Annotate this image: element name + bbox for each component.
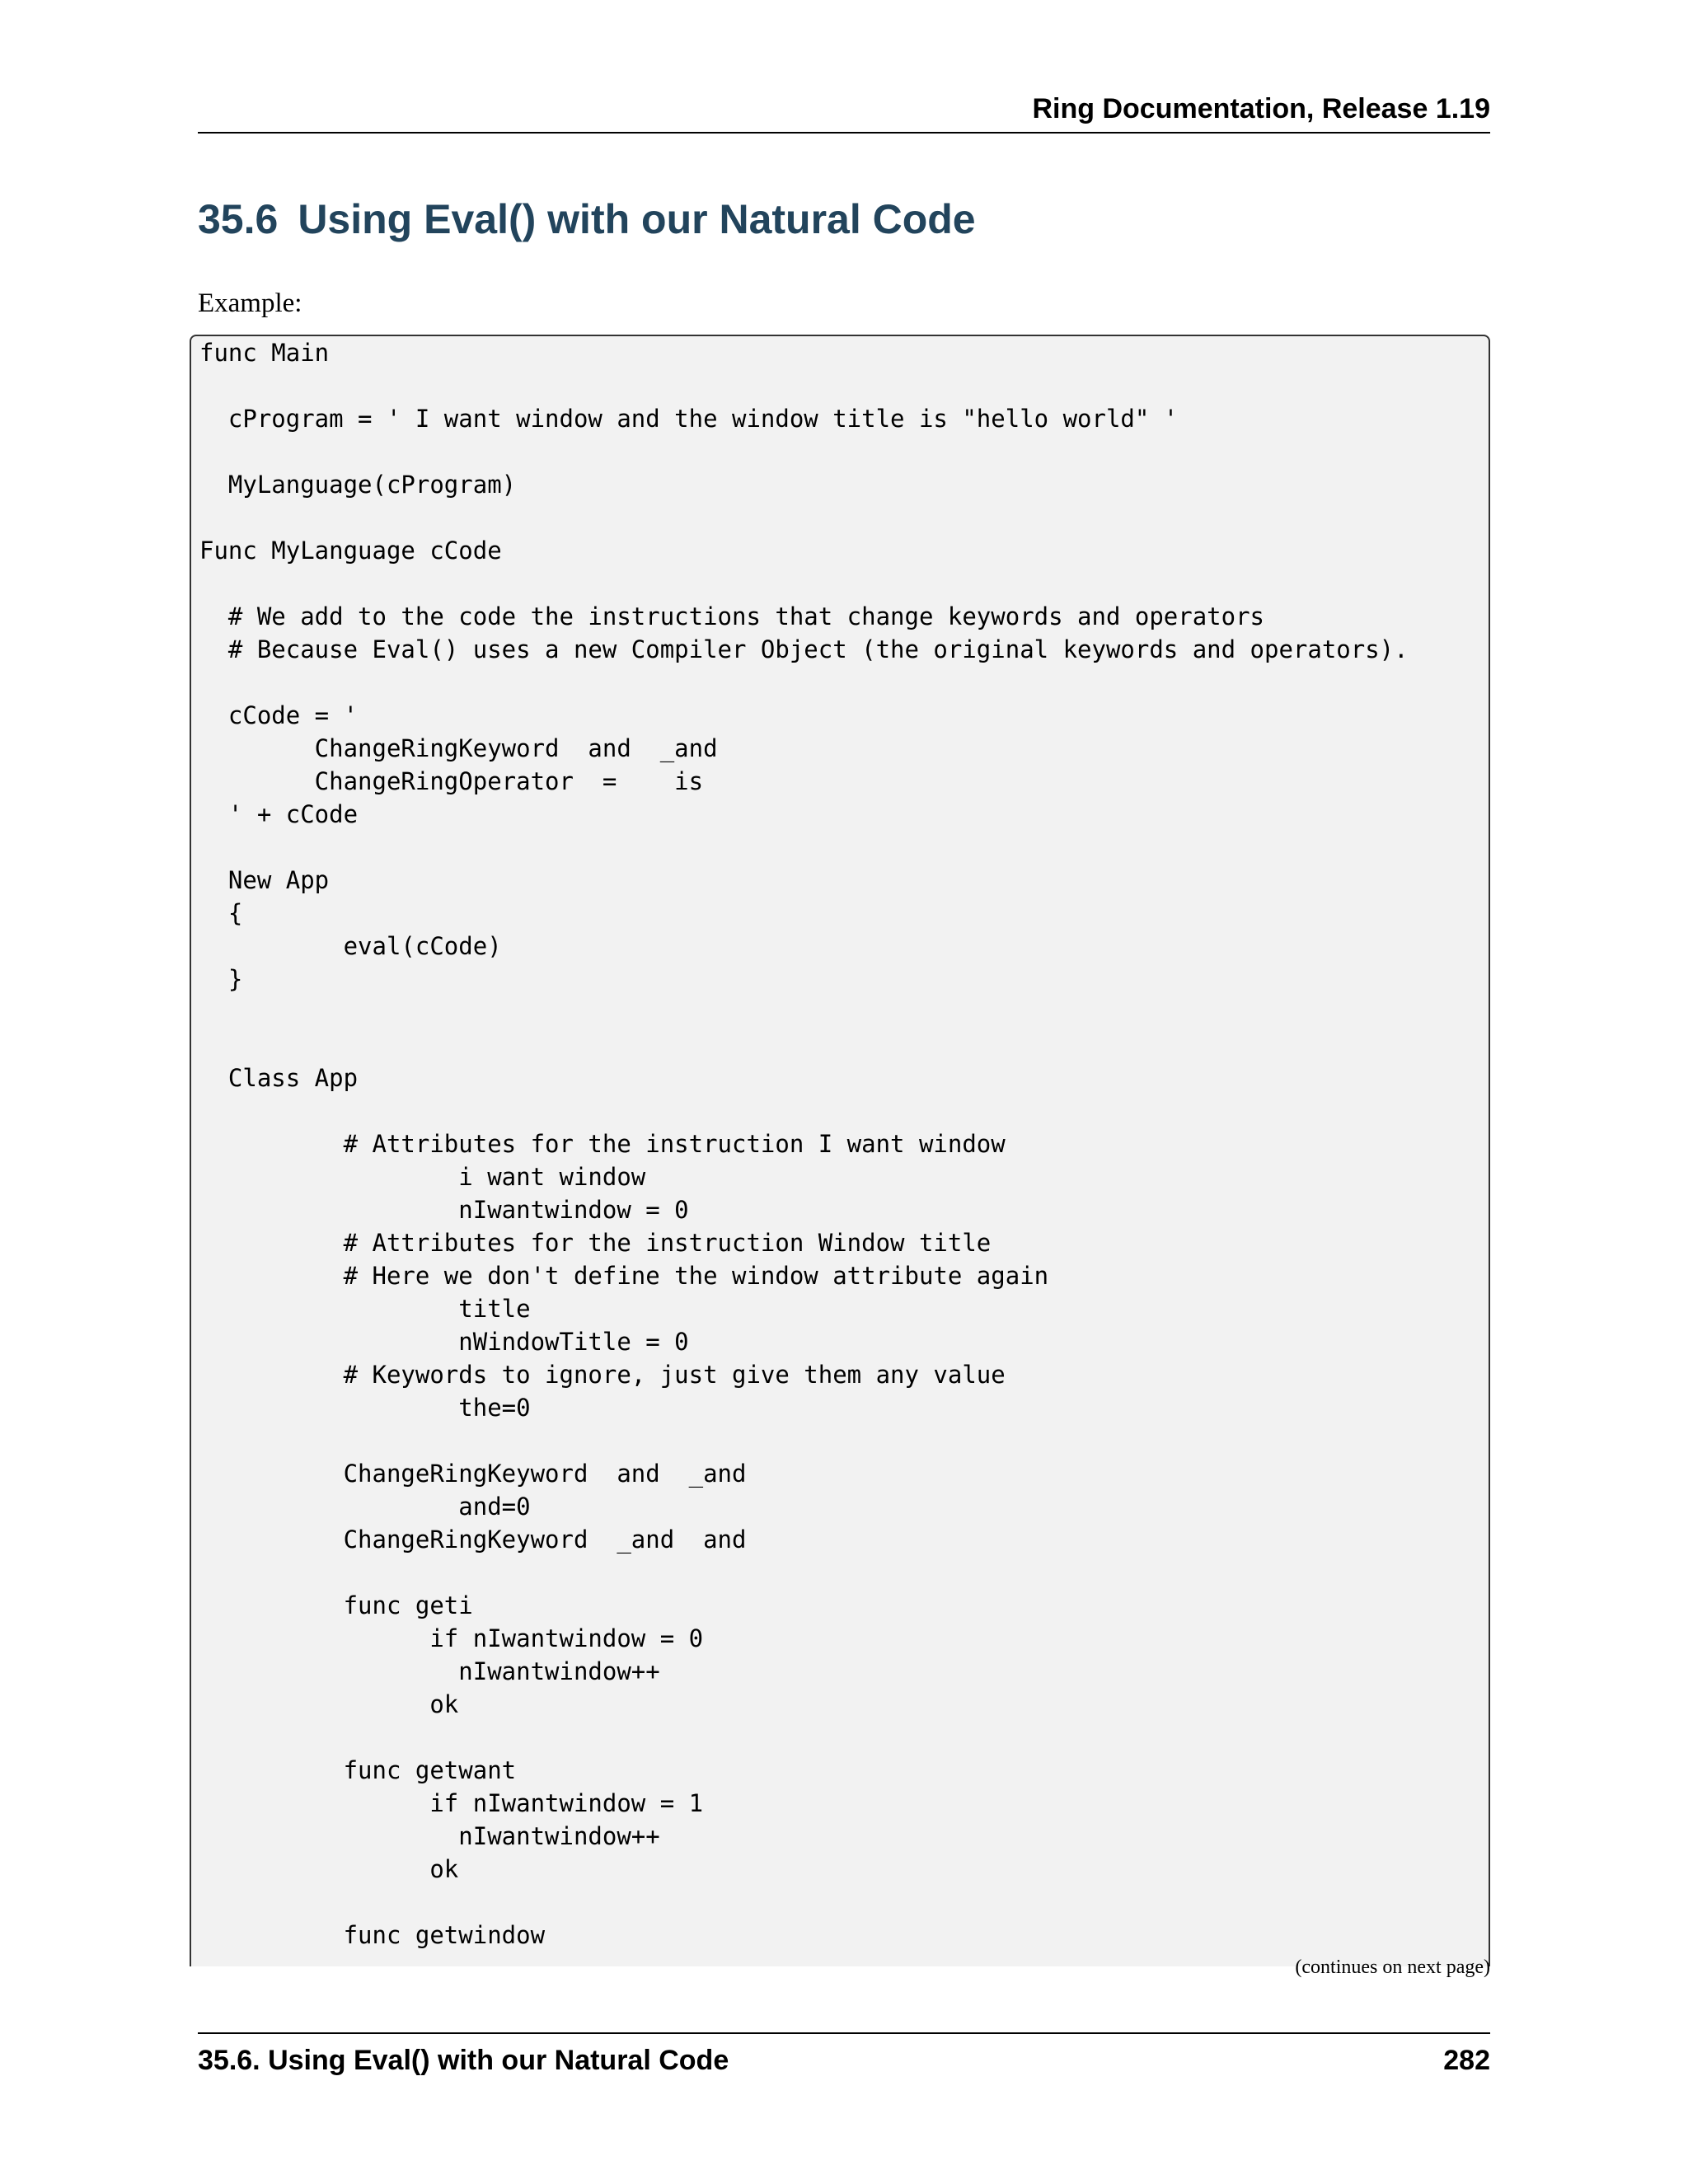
- section-title: Using Eval() with our Natural Code: [298, 196, 976, 242]
- continues-note: (continues on next page): [1295, 1957, 1490, 1978]
- page-header: [198, 92, 1490, 134]
- page-footer: [198, 2032, 1490, 2083]
- section-number: 35.6: [198, 196, 279, 242]
- document-title: Ring Documentation, Release 1.19: [1032, 93, 1490, 124]
- footer-section-title: 35.6. Using Eval() with our Natural Code: [198, 2045, 729, 2076]
- code-block: [190, 335, 1490, 1966]
- page-number: 282: [1443, 2045, 1490, 2076]
- example-label: Example:: [198, 288, 302, 318]
- section-heading: [198, 193, 976, 246]
- code-listing: func Main cProgram = ' I want window and the window title is "hello world" ' MyLanguage(cProgram) Func MyLanguage cCode # We add to the code the instructions that change keywords and operators # Because Eval() uses a new Compiler Object (the original keywords and operators). cCode = ' ChangeRingKeyword and _and ChangeRingOperator = is ' + cCode New App { eval(cCode) } Class App # Attributes for the instruction I want window i want window nIwantwindow = 0 # Attributes for the instruction Window title # Here we don't define the window attribute again title nWindowTitle = 0 # Keywords to ignore, just give them any value the=0 ChangeRingKeyword and _and and=0 ChangeRingKeyword _and and func geti if nIwantwindow = 0 nIwantwindow++ ok func getwant if nIwantwindow = 1 nIwantwindow++ ok func getwindow: [199, 339, 1409, 1949]
